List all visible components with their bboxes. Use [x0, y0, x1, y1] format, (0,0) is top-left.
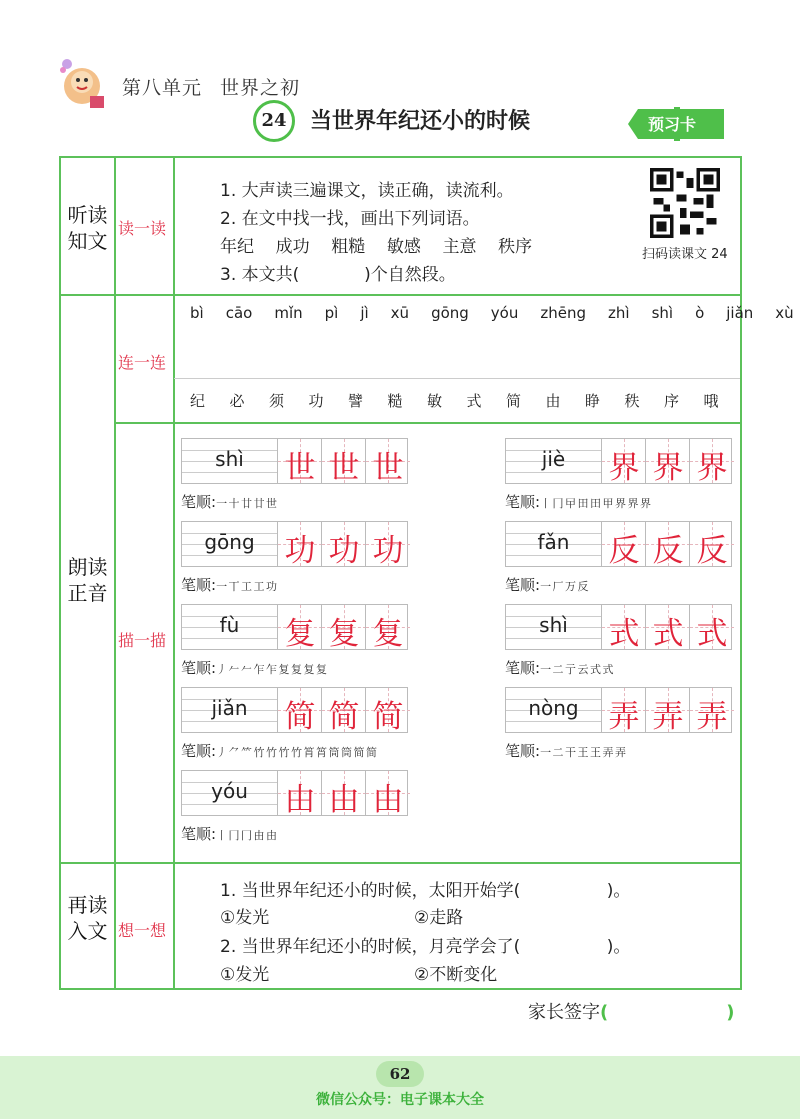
question-1: 1. 当世界年纪还小的时候，太阳开始学( )。: [220, 881, 631, 901]
instruction-3[interactable]: 3. 本文共( )个自然段。: [220, 265, 456, 285]
tian-grid-cell[interactable]: [277, 605, 322, 652]
pinyin-text: fù: [219, 613, 240, 637]
mascot-icon: [58, 56, 114, 110]
trace-character: 功: [284, 533, 316, 569]
stroke-order-label: 笔顺:: [505, 493, 541, 511]
unit-heading: [122, 73, 318, 100]
pinyin-guide: [506, 605, 601, 649]
tian-grid-cell[interactable]: [321, 771, 366, 818]
stroke-sequence: 一 二 亍 云 式 式: [540, 663, 613, 676]
character[interactable]: 纪: [190, 392, 206, 410]
trace-character: 反: [608, 533, 640, 569]
category-listen-read: 听读 知文: [67, 203, 108, 253]
trace-character: 式: [696, 616, 728, 652]
lesson-number: 24: [253, 100, 295, 142]
character[interactable]: 序: [664, 392, 680, 410]
writing-box: [181, 521, 408, 567]
tian-grid-cell[interactable]: [689, 688, 734, 735]
pinyin[interactable]: yóu: [490, 304, 519, 322]
word: 年纪: [220, 237, 254, 257]
pinyin-text: gōng: [204, 530, 255, 554]
tian-grid-cell[interactable]: [645, 688, 690, 735]
pinyin[interactable]: xū: [390, 304, 410, 322]
pinyin-guide: [182, 688, 277, 732]
category-read-pronounce: 朗读 正音: [67, 555, 108, 605]
character[interactable]: 须: [269, 392, 285, 410]
unit-number: 第八单元: [122, 77, 203, 99]
pinyin[interactable]: zhēng: [540, 304, 586, 322]
word: 秩序: [498, 237, 533, 257]
trace-character: 式: [608, 616, 640, 652]
lesson-title: 当世界年纪还小的时候: [310, 108, 531, 134]
character[interactable]: 功: [308, 392, 324, 410]
stroke-order-label: 笔顺:: [181, 576, 217, 594]
stroke-order: [181, 823, 276, 844]
stroke-sequence: 丨 冂 曱 田 田 甲 界 界 界: [540, 497, 651, 510]
stroke-order: [181, 574, 276, 595]
pinyin[interactable]: mǐn: [274, 304, 303, 322]
tian-grid-cell[interactable]: [365, 771, 410, 818]
character[interactable]: 糙: [387, 392, 403, 410]
pinyin[interactable]: shì: [651, 304, 674, 322]
word: 主意: [442, 237, 477, 257]
activity-match: 连一连: [118, 353, 167, 372]
tian-grid-cell[interactable]: [277, 688, 322, 735]
tian-grid-cell[interactable]: [365, 439, 410, 486]
pinyin[interactable]: jiǎn: [726, 304, 754, 322]
tian-grid-cell[interactable]: [645, 439, 690, 486]
pinyin-guide: [182, 771, 277, 815]
writing-box: [505, 438, 732, 484]
stroke-order: [505, 574, 588, 595]
signature-label: 家长签字: [528, 1002, 600, 1023]
q1-option-1[interactable]: ①发光: [220, 908, 270, 928]
signature-open: (: [600, 1002, 609, 1023]
pinyin[interactable]: jì: [360, 304, 369, 322]
q2-option-1[interactable]: ①发光: [220, 965, 270, 985]
character[interactable]: 式: [466, 392, 482, 410]
stroke-sequence: 一 十 廿 廿 世: [216, 497, 277, 510]
writing-box: [505, 521, 732, 567]
character[interactable]: 敏: [427, 392, 443, 410]
tian-grid-cell[interactable]: [601, 605, 646, 652]
character[interactable]: 哦: [703, 392, 719, 410]
pinyin[interactable]: pì: [324, 304, 339, 322]
word: 成功: [275, 237, 310, 257]
qr-caption: 扫码读课文 24: [642, 247, 728, 262]
unit-theme: 世界之初: [220, 77, 301, 99]
stroke-order: [505, 657, 613, 678]
character-row: [190, 390, 743, 411]
writing-box: [505, 604, 732, 650]
tian-grid-cell[interactable]: [689, 522, 734, 569]
divider: [114, 422, 740, 424]
preview-card-label: 预习卡: [648, 115, 697, 134]
pinyin-guide: [506, 439, 601, 483]
pinyin-text: jiè: [541, 447, 566, 471]
stroke-sequence: 一 二 干 王 王 弄 弄: [540, 746, 626, 759]
writing-box: [181, 770, 408, 816]
tian-grid-cell[interactable]: [365, 688, 410, 735]
trace-character: 反: [652, 533, 684, 569]
tian-grid-cell[interactable]: [321, 605, 366, 652]
stroke-order-label: 笔顺:: [181, 825, 217, 843]
word-list: [220, 232, 532, 257]
stroke-sequence: 一 厂 万 反: [540, 580, 588, 593]
character[interactable]: 由: [545, 392, 561, 410]
tian-grid-cell[interactable]: [601, 688, 646, 735]
pinyin-row: [190, 304, 794, 322]
trace-character: 反: [696, 533, 728, 569]
pinyin-guide: [182, 605, 277, 649]
category-reread: 再读 入文: [67, 893, 108, 943]
question-2: 2. 当世界年纪还小的时候，月亮学会了( )。: [220, 937, 631, 957]
parent-signature[interactable]: [528, 998, 734, 1024]
tian-grid-cell[interactable]: [645, 522, 690, 569]
stroke-sequence: 一 丅 工 工 功: [216, 580, 277, 593]
trace-character: 由: [372, 782, 404, 818]
trace-character: 复: [372, 616, 404, 652]
pinyin-text: jiǎn: [211, 696, 248, 720]
stroke-order-label: 笔顺:: [505, 742, 541, 760]
trace-character: 简: [328, 699, 360, 735]
tian-grid-cell[interactable]: [645, 605, 690, 652]
trace-character: 弄: [652, 699, 684, 735]
stroke-sequence: 丿 𠂉 𠂉 乍 乍 复 复 复 复: [216, 663, 327, 676]
tian-grid-cell[interactable]: [365, 605, 410, 652]
trace-character: 复: [328, 616, 360, 652]
character[interactable]: 譬: [348, 392, 364, 410]
tian-grid-cell[interactable]: [365, 522, 410, 569]
pinyin-guide: [182, 522, 277, 566]
pinyin[interactable]: zhì: [608, 304, 630, 322]
activity-read: 读一读: [118, 219, 167, 238]
character[interactable]: 简: [506, 392, 522, 410]
q2-option-2[interactable]: ②不断变化: [414, 965, 498, 985]
tian-grid-cell[interactable]: [601, 439, 646, 486]
pinyin[interactable]: xù: [775, 304, 794, 322]
instruction-1: 1. 大声读三遍课文，读正确，读流利。: [220, 181, 514, 201]
pinyin-guide: [506, 688, 601, 732]
stroke-order-label: 笔顺:: [181, 493, 217, 511]
activity-think: 想一想: [118, 921, 167, 940]
trace-character: 世: [284, 450, 316, 486]
character[interactable]: 必: [229, 392, 245, 410]
pinyin-text: yóu: [211, 779, 248, 803]
signature-close: ): [726, 1002, 735, 1023]
stroke-sequence: 丿 ⺈ ⺮ 竹 竹 竹 竹 筲 筲 筒 筒 简 简: [216, 746, 377, 759]
wechat-credit: 微信公众号：电子课本大全: [316, 1092, 484, 1108]
pinyin[interactable]: cāo: [225, 304, 253, 322]
writing-box: [181, 604, 408, 650]
tian-grid-cell[interactable]: [689, 605, 734, 652]
pinyin-text: shì: [215, 447, 244, 471]
stroke-sequence: 丨 冂 冂 由 由: [216, 829, 277, 842]
stroke-order-label: 笔顺:: [505, 659, 541, 677]
stroke-order-label: 笔顺:: [181, 742, 217, 760]
activity-trace: 描一描: [118, 631, 167, 650]
word: 敏感: [386, 237, 421, 257]
instruction-2: 2. 在文中找一找，画出下列词语。: [220, 209, 480, 229]
stroke-order: [181, 740, 376, 761]
trace-character: 功: [328, 533, 360, 569]
pinyin[interactable]: bì: [190, 304, 204, 322]
character[interactable]: 睁: [585, 392, 601, 410]
pinyin-guide: [182, 439, 277, 483]
trace-character: 由: [328, 782, 360, 818]
trace-character: 界: [696, 450, 728, 486]
divider: [61, 862, 740, 864]
trace-character: 功: [372, 533, 404, 569]
stroke-order-label: 笔顺:: [181, 659, 217, 677]
tian-grid-cell[interactable]: [321, 439, 366, 486]
character[interactable]: 秩: [624, 392, 640, 410]
stroke-order: [505, 491, 650, 512]
qr-code-icon[interactable]: [650, 168, 720, 238]
trace-character: 世: [372, 450, 404, 486]
tian-grid-cell[interactable]: [601, 522, 646, 569]
pinyin-text: shì: [539, 613, 568, 637]
trace-character: 简: [372, 699, 404, 735]
tian-grid-cell[interactable]: [689, 439, 734, 486]
tian-grid-cell[interactable]: [321, 688, 366, 735]
tian-grid-cell[interactable]: [277, 771, 322, 818]
pinyin[interactable]: ò: [695, 304, 705, 322]
trace-character: 弄: [696, 699, 728, 735]
tian-grid-cell[interactable]: [321, 522, 366, 569]
pinyin-text: fǎn: [537, 530, 570, 554]
trace-character: 式: [652, 616, 684, 652]
trace-character: 简: [284, 699, 316, 735]
pinyin-guide: [506, 522, 601, 566]
word: 粗糙: [331, 237, 366, 257]
writing-box: [181, 687, 408, 733]
stroke-order: [181, 491, 276, 512]
trace-character: 由: [284, 782, 316, 818]
divider: [61, 294, 740, 296]
tian-grid-cell[interactable]: [277, 439, 322, 486]
writing-box: [505, 687, 732, 733]
trace-character: 界: [652, 450, 684, 486]
writing-box: [181, 438, 408, 484]
stroke-order: [505, 740, 625, 761]
q1-option-2[interactable]: ②走路: [414, 908, 464, 928]
pinyin[interactable]: gōng: [431, 304, 469, 322]
stroke-order: [181, 657, 326, 678]
page-number: 62: [376, 1061, 424, 1087]
trace-character: 复: [284, 616, 316, 652]
trace-character: 界: [608, 450, 640, 486]
trace-character: 世: [328, 450, 360, 486]
stroke-order-label: 笔顺:: [505, 576, 541, 594]
trace-character: 弄: [608, 699, 640, 735]
pinyin-text: nòng: [528, 696, 579, 720]
tian-grid-cell[interactable]: [277, 522, 322, 569]
divider: [174, 378, 740, 379]
